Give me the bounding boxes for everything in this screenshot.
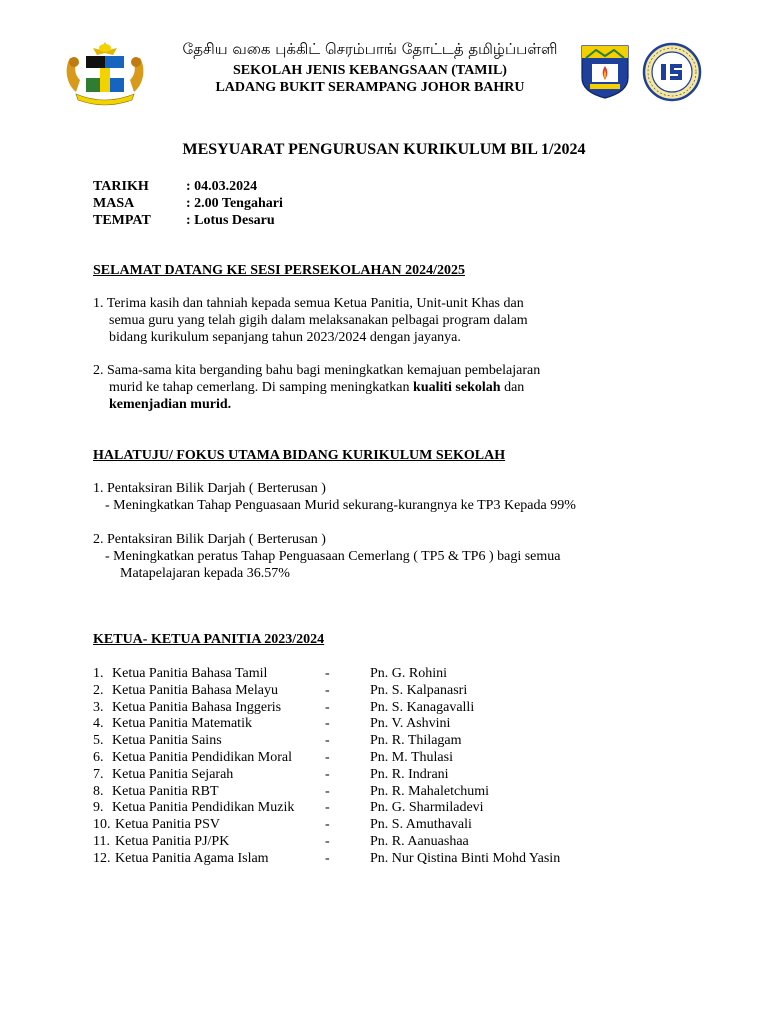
row-role: Ketua Panitia Sains xyxy=(112,733,222,748)
row-name: Pn. V. Ashvini xyxy=(370,716,451,731)
row-dash: - xyxy=(325,750,330,765)
row-number: 1. xyxy=(93,666,104,681)
school-name-tamil: தேசிய வகை புக்கிட் செரம்பாங் தோட்டத் தமிழ்ப்பள்ளி xyxy=(182,40,558,58)
welcome-paragraph-1-line-1: 1. Terima kasih dan tahniah kepada semua Ketua Panitia, Unit-unit Khas dan xyxy=(93,296,524,311)
meeting-date-value: : 04.03.2024 xyxy=(186,179,258,194)
document-title: MESYUARAT PENGURUSAN KURIKULUM BIL 1/2024 xyxy=(182,141,586,158)
row-number: 12. xyxy=(93,851,111,866)
row-number: 11. xyxy=(93,834,110,849)
row-role: Ketua Panitia Matematik xyxy=(112,716,252,731)
welcome-paragraph-1-line-2: semua guru yang telah gigih dalam melaksanakan pelbagai program dalam xyxy=(109,313,528,328)
row-number: 5. xyxy=(93,733,104,748)
row-number: 3. xyxy=(93,700,104,715)
row-role: Ketua Panitia Bahasa Inggeris xyxy=(112,700,282,715)
meeting-place-value: : Lotus Desaru xyxy=(186,213,275,228)
meeting-date-label: TARIKH xyxy=(93,179,149,194)
welcome-paragraph-1-line-3: bidang kurikulum sepanjang tahun 2023/2024 dengan jayanya. xyxy=(109,330,461,345)
row-name: Pn. S. Kanagavalli xyxy=(370,700,475,715)
welcome-paragraph-2-line-3: kemenjadian murid. xyxy=(109,397,232,412)
row-dash: - xyxy=(325,666,330,681)
meeting-time-label: MASA xyxy=(93,196,135,211)
row-number: 10. xyxy=(93,817,111,832)
row-role: Ketua Panitia Bahasa Tamil xyxy=(112,666,268,681)
focus-item-2-title: 2. Pentaksiran Bilik Darjah ( Berterusan ) xyxy=(93,532,326,547)
row-name: Pn. S. Amuthavali xyxy=(370,817,472,832)
row-dash: - xyxy=(325,733,330,748)
row-name: Pn. R. Aanuashaa xyxy=(370,834,469,849)
row-number: 4. xyxy=(93,716,104,731)
focus-item-1-title: 1. Pentaksiran Bilik Darjah ( Berterusan ) xyxy=(93,481,326,496)
focus-item-2-detail-2: Matapelajaran kepada 36.57% xyxy=(120,566,290,581)
row-dash: - xyxy=(325,700,330,715)
row-role: Ketua Panitia Sejarah xyxy=(112,767,234,782)
row-name: Pn. G. Rohini xyxy=(370,666,448,681)
row-name: Pn. Nur Qistina Binti Mohd Yasin xyxy=(370,851,561,866)
row-role: Ketua Panitia Bahasa Melayu xyxy=(112,683,279,698)
row-name: Pn. R. Thilagam xyxy=(370,733,462,748)
row-number: 6. xyxy=(93,750,104,765)
row-role: Ketua Panitia RBT xyxy=(112,784,219,799)
row-role: Ketua Panitia Agama Islam xyxy=(115,851,269,866)
focus-item-1-detail: - Meningkatkan Tahap Penguasaan Murid sekurang-kurangnya ke TP3 Kepada 99% xyxy=(105,498,576,513)
row-dash: - xyxy=(325,767,330,782)
row-name: Pn. R. Mahaletchumi xyxy=(370,784,489,799)
row-number: 2. xyxy=(93,683,104,698)
row-role: Ketua Panitia Pendidikan Moral xyxy=(112,750,293,765)
ministry-seal-icon xyxy=(640,42,704,102)
welcome-heading: SELAMAT DATANG KE SESI PERSEKOLAHAN 2024/2025 xyxy=(93,263,465,278)
panel-heads-heading: KETUA- KETUA PANITIA 2023/2024 xyxy=(93,632,325,647)
row-dash: - xyxy=(325,851,330,866)
meeting-time-value: : 2.00 Tengahari xyxy=(186,196,283,211)
row-name: Pn. G. Sharmiladevi xyxy=(370,800,484,815)
row-name: Pn. M. Thulasi xyxy=(370,750,453,765)
welcome-paragraph-2-line-2 xyxy=(109,380,524,396)
row-role: Ketua Panitia PJ/PK xyxy=(115,834,230,849)
row-number: 8. xyxy=(93,784,104,799)
row-dash: - xyxy=(325,683,330,698)
paragraph-text: dan xyxy=(500,380,525,395)
row-dash: - xyxy=(325,716,330,731)
row-role: Ketua Panitia PSV xyxy=(115,817,220,832)
focus-item-2-detail-1: - Meningkatkan peratus Tahap Penguasaan Cemerlang ( TP5 & TP6 ) bagi semua xyxy=(105,549,561,564)
welcome-paragraph-2-line-1: 2. Sama-sama kita berganding bahu bagi meningkatkan kemajuan pembelajaran xyxy=(93,363,541,378)
row-name: Pn. S. Kalpanasri xyxy=(370,683,468,698)
meeting-place-label: TEMPAT xyxy=(93,213,151,228)
coat-of-arms-icon xyxy=(62,40,148,106)
paragraph-text: murid ke tahap cemerlang. Di samping meningkatkan xyxy=(109,380,414,395)
row-dash: - xyxy=(325,817,330,832)
emphasis-text: kualiti sekolah xyxy=(413,380,501,395)
row-dash: - xyxy=(325,834,330,849)
school-name: SEKOLAH JENIS KEBANGSAAN (TAMIL) xyxy=(233,63,507,78)
school-location: LADANG BUKIT SERAMPANG JOHOR BAHRU xyxy=(215,80,525,95)
row-name: Pn. R. Indrani xyxy=(370,767,449,782)
row-role: Ketua Panitia Pendidikan Muzik xyxy=(112,800,295,815)
row-number: 9. xyxy=(93,800,104,815)
focus-heading: HALATUJU/ FOKUS UTAMA BIDANG KURIKULUM SEKOLAH xyxy=(93,448,506,463)
row-number: 7. xyxy=(93,767,104,782)
row-dash: - xyxy=(325,800,330,815)
row-dash: - xyxy=(325,784,330,799)
